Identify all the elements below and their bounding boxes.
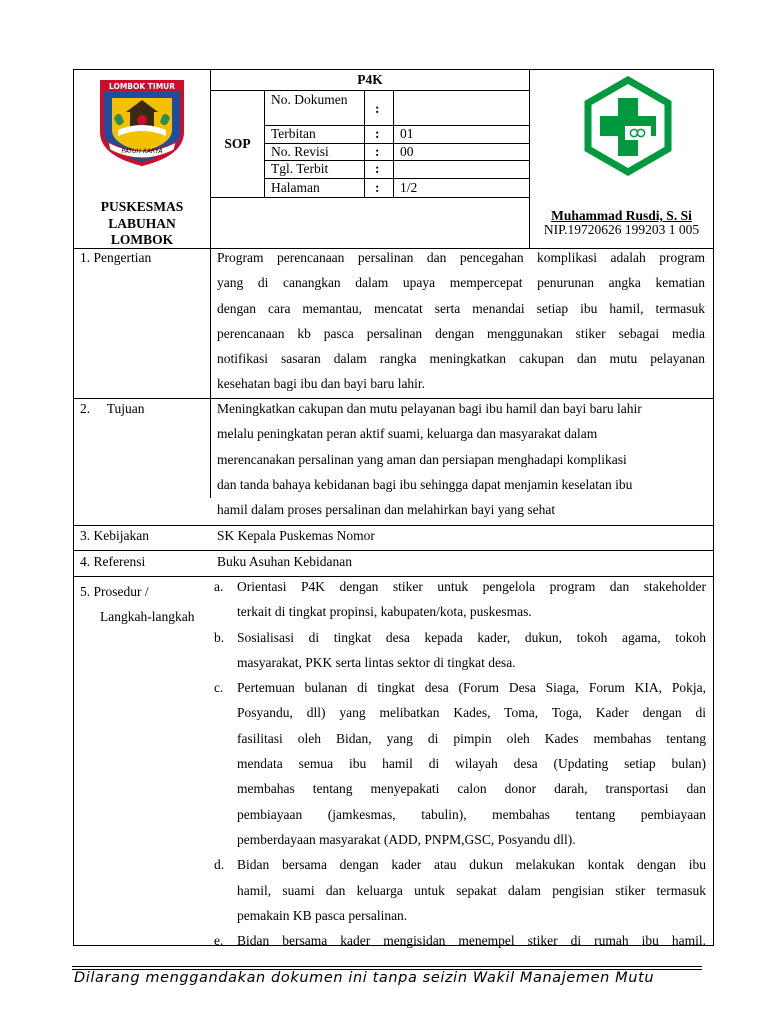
list-item	[214, 574, 706, 625]
info-label-no-dokumen: No. Dokumen	[271, 92, 348, 107]
info-value-terbitan: 01	[400, 126, 414, 141]
footer-disclaimer: Dilarang menggandakan dokumen ini tanpa seizin Wakil Manajemen Mutu	[74, 970, 655, 986]
footer-rule-top	[72, 966, 702, 967]
organization-name	[74, 199, 210, 249]
text-line: perencanaan kb pasca persalinan dengan menggunakan stiker sebagai media	[217, 325, 705, 341]
label-line: 5. Prosedur /	[80, 584, 149, 599]
section-label-pengertian: 1. Pengertian	[80, 250, 152, 265]
procedure-list	[214, 574, 706, 953]
document-title: P4K	[357, 72, 383, 87]
text-line: Program perencanaan persalinan dan pencegahan komplikasi adalah program	[217, 250, 705, 265]
signer-nip: NIP.19720626 199203 1 005	[543, 222, 700, 237]
section-label-tujuan: 2. Tujuan	[80, 401, 145, 416]
label-line: Langkah-langkah	[100, 609, 195, 625]
text-line: yang di canangkan dalam upaya mempercepat penurunan angka kematian	[217, 275, 705, 291]
list-marker: e.	[214, 933, 224, 949]
org-line: LABUHAN	[108, 215, 176, 231]
text-line: kesehatan bagi ibu dan bayi baru lahir.	[217, 376, 426, 392]
list-item	[214, 625, 706, 676]
sop-label: SOP	[224, 136, 251, 151]
svg-text:LOMBOK TIMUR: LOMBOK TIMUR	[108, 82, 176, 91]
lombok-timur-emblem-logo	[96, 78, 188, 166]
list-marker: a.	[214, 579, 224, 594]
text-line: hamil, suami dan keluarga untuk sepakat dalam pengisian stiker termasuk	[237, 882, 706, 898]
info-label-halaman: Halaman	[271, 180, 320, 195]
info-sep: :	[375, 180, 380, 195]
text-line: terkait di tingkat propinsi, kabupaten/kota, puskesmas.	[237, 604, 532, 620]
org-line: PUSKESMAS	[100, 199, 184, 214]
puskesmas-cross-logo	[580, 78, 676, 174]
text-line: fasilitasi oleh Bidan, yang di pimpin oleh Kades membahas tentang	[237, 730, 706, 746]
text-line: masyarakat, PKK serta lintas sektor di tingkat desa.	[237, 654, 516, 670]
list-marker: c.	[214, 680, 224, 696]
list-marker: b.	[214, 629, 225, 645]
info-sep: :	[375, 101, 380, 116]
info-sep: :	[375, 126, 380, 141]
text-line: dengan cara memantau, mencatat serta menandai setiap ibu hamil, termasuk	[217, 300, 705, 316]
text-line: notifikasi sasaran dalam rangka meningkatkan cakupan dan mutu pelayanan	[217, 351, 705, 367]
text-line: merencanakan persalinan yang aman dan persiapan menghadapi komplikasi	[217, 451, 627, 467]
svg-text:PATUH KARYA: PATUH KARYA	[121, 148, 163, 155]
text-line: Bidan bersama kader mengisidan menempel stiker di rumah ibu hamil.	[237, 933, 706, 949]
org-line: LOMBOK	[110, 232, 174, 247]
text-line: Orientasi P4K dengan stiker untuk pengelola program dan stakeholder	[237, 579, 706, 594]
section-label-prosedur	[80, 579, 194, 630]
info-value-no-revisi: 00	[400, 144, 414, 159]
text-line: pemakain KB pasca persalinan.	[237, 907, 408, 923]
text-line: Posyandu, dll) yang melibatkan Kades, Toma, Toga, Kader dengan di	[237, 705, 706, 721]
info-sep: :	[375, 144, 380, 159]
text-line: Bidan bersama dengan kader atau dukun melakukan kontak dengan ibu	[237, 857, 706, 873]
text-line: melalu peningkatan peran aktif suami, keluarga dan masyarakat dalam	[217, 426, 598, 442]
info-sep: :	[375, 161, 380, 176]
text-line: pembiayaan (jamkesmas, tabulin), membahas tentang pembiayaan	[237, 806, 706, 822]
info-label-terbitan: Terbitan	[271, 126, 316, 141]
list-item	[214, 852, 706, 928]
list-marker: d.	[214, 857, 225, 873]
text-line: Pertemuan bulanan di tingkat desa (Forum Desa Siaga, Forum KIA, Pokja,	[237, 680, 706, 696]
text-line: hamil dalam proses persalinan dan melahirkan bayi yang sehat	[217, 502, 556, 518]
text-line: dan tanda bahaya kebidanan bagi ibu sehingga dapat menjamin keselatan ibu	[217, 476, 633, 492]
section-body-referensi: Buku Asuhan Kebidanan	[217, 554, 352, 569]
info-value-halaman: 1/2	[400, 180, 418, 195]
signer-name: Muhammad Rusdi, S. Si	[551, 208, 692, 223]
section-body-tujuan	[217, 396, 705, 522]
section-body-pengertian	[217, 245, 705, 397]
text-line: pemberdayaan masyarakat (ADD, PNPM,GSC, Posyandu dll).	[237, 831, 576, 847]
section-body-kebijakan: SK Kepala Puskemas Nomor	[217, 528, 375, 543]
info-label-tgl-terbit: Tgl. Terbit	[271, 161, 329, 176]
list-item	[214, 675, 706, 852]
section-label-referensi: 4. Referensi	[80, 554, 146, 569]
section-label-kebijakan: 3. Kebijakan	[80, 528, 149, 543]
list-item	[214, 928, 706, 953]
text-line: Sosialisasi di tingkat desa kepada kader, dukun, tokoh agama, tokoh	[237, 629, 706, 645]
text-line: Meningkatkan cakupan dan mutu pelayanan bagi ibu hamil dan bayi baru lahir	[217, 401, 642, 416]
info-label-no-revisi: No. Revisi	[271, 144, 329, 159]
text-line: membahas tentang menyepakati calon donor darah, transportasi dan	[237, 781, 706, 797]
text-line: mendata semua ibu hamil di wilayah desa (Updating setiap bulan)	[237, 756, 706, 772]
